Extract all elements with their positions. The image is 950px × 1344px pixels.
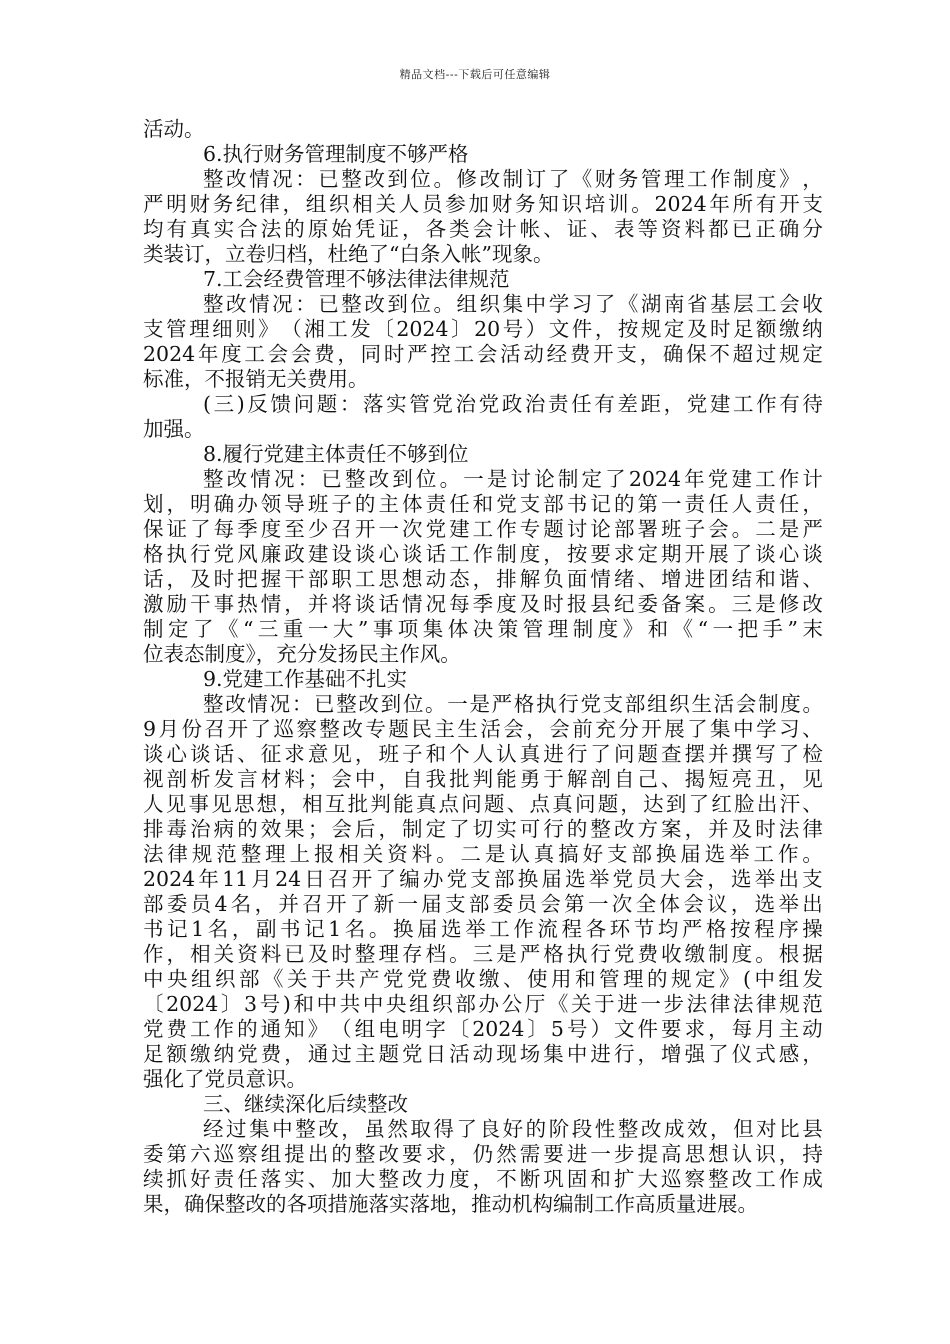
text-line: ( 三 ) 反 馈 问 题 ： 落 实 管 党 治 党 政 治 责 任 有 差 距 ， 党 建 工 作 有 待 [203, 392, 823, 416]
text-line: 严 明 财 务 纪 律 ， 组 织 相 关 人 员 参 加 财 务 知 识 培 训 。 2024 年 所 有 开 支 [143, 192, 823, 216]
text-line: 整 改 情 况 ： 已 整 改 到 位 。 一 是 讨 论 制 定 了 2024 年 党 建 工 作 计 [203, 467, 823, 491]
text-line: 果，确保整改的各项措施落实落地，推动机构编制工作高质量进展。 [143, 1192, 758, 1216]
text-line: 书 记 1 名 ， 副 书 记 1 名 。 换 届 选 举 工 作 流 程 各 环 节 均 严 格 按 程 序 操 [143, 917, 823, 941]
text-line: 位表态制度》，充分发扬民主作风。 [143, 642, 461, 666]
page-header: 精品文档---下载后可任意编辑 [399, 68, 551, 81]
text-line: 划 ， 明 确 办 领 导 班 子 的 主 体 责 任 和 党 支 部 书 记 的 第 一 责 任 人 责 任 ， [143, 492, 823, 516]
text-line: 6.执行财务管理制度不够严格 [203, 142, 469, 166]
text-line: 谈 心 谈 话 、 征 求 意 见 ， 班 子 和 个 人 认 真 进 行 了 问 题 查 摆 并 撰 写 了 检 [143, 742, 823, 766]
text-line: 续 抓 好 责 任 落 实 、 加 大 整 改 力 度 ， 不 断 巩 固 和 扩 大 巡 察 整 改 工 作 成 [143, 1167, 823, 1191]
text-line: 部 委 员 4 名 ， 并 召 开 了 新 一 届 支 部 委 员 会 第 一 次 全 体 会 议 ， 选 举 出 [143, 892, 823, 916]
text-line: 类装订，立卷归档，杜绝了“白条入帐”现象。 [143, 242, 554, 266]
text-line: 经 过 集 中 整 改 ， 虽 然 取 得 了 良 好 的 阶 段 性 整 改 成 效 ， 但 对 比 县 [203, 1117, 823, 1141]
text-line: 2024 年 度 工 会 会 费 ， 同 时 严 控 工 会 活 动 经 费 开 支 ， 确 保 不 超 过 规 定 [143, 342, 823, 366]
text-line: 保 证 了 每 季 度 至 少 召 开 一 次 党 建 工 作 专 题 讨 论 部 署 班 子 会 。 二 是 严 [143, 517, 823, 541]
text-line: 中 央 组 织 部 《 关 于 共 产 党 党 费 收 缴 、 使 用 和 管 理 的 规 定 》 ( 中 组 发 [143, 967, 823, 991]
text-line: 活动。 [143, 117, 205, 141]
text-line: 9.党建工作基础不扎实 [203, 667, 408, 691]
text-line: 作 ， 相 关 资 料 已 及 时 整 理 存 档 。 三 是 严 格 执 行 党 费 收 缴 制 度 。 根 据 [143, 942, 823, 966]
text-line: 话 ， 及 时 把 握 干 部 职 工 思 想 动 态 ， 排 解 负 面 情 绪 、 增 进 团 结 和 谐 、 [143, 567, 823, 591]
text-line: 三、继续深化后续整改 [203, 1092, 408, 1116]
document-body [143, 117, 823, 1217]
text-line: 格 执 行 党 风 廉 政 建 设 谈 心 谈 话 工 作 制 度 ， 按 要 求 定 期 开 展 了 谈 心 谈 [143, 542, 823, 566]
text-line: 党 费 工 作 的 通 知 》 （ 组 电 明 字 〔 2024 〕 5 号 ） 文 件 要 求 ， 每 月 主 动 [143, 1017, 823, 1041]
text-line: 整 改 情 况 ： 已 整 改 到 位 。 组 织 集 中 学 习 了 《 湖 南 省 基 层 工 会 收 [203, 292, 823, 316]
text-line: 制 定 了 《 “ 三 重 一 大 ” 事 项 集 体 决 策 管 理 制 度 》 和 《 “ 一 把 手 ” 末 [143, 617, 823, 641]
text-line: 足 额 缴 纳 党 费 ， 通 过 主 题 党 日 活 动 现 场 集 中 进 行 ， 增 强 了 仪 式 感 ， [143, 1042, 823, 1066]
text-line: 强化了党员意识。 [143, 1067, 307, 1091]
text-line: 人 见 事 见 思 想 ， 相 互 批 判 能 真 点 问 题 、 点 真 问 题 ， 达 到 了 红 脸 出 汗 、 [143, 792, 823, 816]
text-line: 法 律 规 范 整 理 上 报 相 关 资 料 。 二 是 认 真 搞 好 支 部 换 届 选 举 工 作 。 [143, 842, 823, 866]
text-line: 7.工会经费管理不够法律法律规范 [203, 267, 510, 291]
text-line: 2024 年 11 月 24 日 召 开 了 编 办 党 支 部 换 届 选 举 党 员 大 会 ， 选 举 出 支 [143, 867, 823, 891]
text-line: 9 月 份 召 开 了 巡 察 整 改 专 题 民 主 生 活 会 ， 会 前 充 分 开 展 了 集 中 学 习 、 [143, 717, 823, 741]
text-line: 〔 2024 〕 3 号 ) 和 中 共 中 央 组 织 部 办 公 厅 《 关 于 进 一 步 法 律 法 律 规 范 [143, 992, 823, 1016]
text-line: 整 改 情 况 ： 已 整 改 到 位 。 修 改 制 订 了 《 财 务 管 理 工 作 制 度 》 ， [203, 167, 823, 191]
text-line: 加强。 [143, 417, 205, 441]
text-line: 激 励 干 事 热 情 ， 并 将 谈 话 情 况 每 季 度 及 时 报 县 纪 委 备 案 。 三 是 修 改 [143, 592, 823, 616]
text-line: 整 改 情 况 ： 已 整 改 到 位 。 一 是 严 格 执 行 党 支 部 组 织 生 活 会 制 度 。 [203, 692, 823, 716]
text-line: 均 有 真 实 合 法 的 原 始 凭 证 ， 各 类 会 计 帐 、 证 、 表 等 资 料 都 已 正 确 分 [143, 217, 823, 241]
text-line: 视 剖 析 发 言 材 料 ； 会 中 ， 自 我 批 判 能 勇 于 解 剖 自 己 、 揭 短 亮 丑 ， 见 [143, 767, 823, 791]
text-line: 排 毒 治 病 的 效 果 ； 会 后 ， 制 定 了 切 实 可 行 的 整 改 方 案 ， 并 及 时 法 律 [143, 817, 823, 841]
text-line: 标准，不报销无关费用。 [143, 367, 369, 391]
text-line: 8.履行党建主体责任不够到位 [203, 442, 469, 466]
text-line: 支 管 理 细 则 》 （ 湘 工 发 〔 2024 〕 20 号 ） 文 件 ， 按 规 定 及 时 足 额 缴 纳 [143, 317, 823, 341]
text-line: 委 第 六 巡 察 组 提 出 的 整 改 要 求 ， 仍 然 需 要 进 一 步 提 高 思 想 认 识 ， 持 [143, 1142, 823, 1166]
